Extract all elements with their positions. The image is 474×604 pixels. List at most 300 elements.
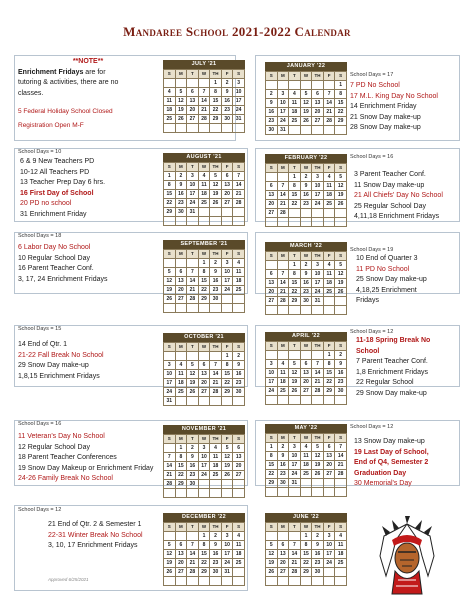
day-cell: [323, 297, 335, 306]
day-cell: 9: [266, 99, 278, 108]
day-cell: 17: [221, 550, 233, 559]
day-cell: 28: [289, 568, 301, 577]
day-cell: [323, 218, 335, 227]
day-cell: 13: [233, 453, 245, 462]
day-cell: [289, 488, 301, 497]
day-cell: 13: [175, 550, 187, 559]
day-cell: 8: [289, 270, 301, 279]
day-cell: [266, 532, 278, 541]
event-item: 7 PD No School: [350, 82, 400, 89]
weekday-header: F: [221, 343, 233, 352]
day-cell: [289, 306, 301, 315]
day-cell: 12: [210, 181, 222, 190]
day-cell: 30: [210, 568, 222, 577]
weekday-header: TH: [210, 523, 222, 532]
day-cell: 3: [187, 172, 199, 181]
day-cell: 9: [187, 453, 199, 462]
day-cell: 5: [289, 360, 301, 369]
weekday-header: S: [335, 342, 347, 351]
day-cell: 19: [335, 279, 347, 288]
event-item: Graduation Day: [354, 469, 407, 477]
day-cell: 17: [289, 461, 301, 470]
day-cell: 20: [277, 559, 289, 568]
day-cell: 13: [221, 181, 233, 190]
day-cell: 13: [187, 97, 199, 106]
day-cell: 1: [323, 351, 335, 360]
day-cell: [277, 351, 289, 360]
day-cell: 25: [335, 559, 347, 568]
day-cell: [210, 217, 222, 226]
day-cell: [312, 351, 324, 360]
day-cell: 24: [221, 286, 233, 295]
day-cell: 15: [289, 191, 301, 200]
day-cell: [175, 489, 187, 498]
day-cell: 27: [312, 117, 324, 126]
day-cell: [335, 218, 347, 227]
day-cell: 3: [221, 532, 233, 541]
note-line5: Registration Open M-F: [18, 121, 84, 129]
day-cell: 28: [198, 115, 210, 124]
day-cell: [198, 480, 210, 489]
day-cell: [221, 217, 233, 226]
day-cell: [233, 124, 245, 133]
day-cell: 7: [164, 453, 176, 462]
day-cell: [233, 489, 245, 498]
weekday-header: S: [335, 523, 347, 532]
note-line3: classes.: [18, 89, 44, 97]
day-cell: 27: [187, 115, 199, 124]
day-cell: 11: [277, 369, 289, 378]
day-cell: [198, 352, 210, 361]
day-cell: 4: [277, 360, 289, 369]
event-item: 21 End of Qtr. 2 & Semester 1: [48, 521, 142, 528]
day-cell: [312, 306, 324, 315]
day-cell: [221, 124, 233, 133]
day-cell: 29: [300, 568, 312, 577]
day-cell: 4: [175, 361, 187, 370]
day-cell: 31: [164, 397, 176, 406]
event-item: 11-18 Spring Break No: [356, 337, 431, 344]
day-cell: 15: [210, 97, 222, 106]
day-cell: 20: [266, 200, 278, 209]
aug-events: [20, 157, 105, 220]
day-cell: 2: [233, 352, 245, 361]
day-cell: 18: [210, 462, 222, 471]
mar-events: [356, 254, 427, 307]
day-cell: 31: [233, 115, 245, 124]
day-cell: [300, 306, 312, 315]
day-cell: [175, 124, 187, 133]
day-cell: 23: [277, 470, 289, 479]
day-cell: 30: [300, 297, 312, 306]
event-item: 25 Snow Day make-up: [356, 276, 427, 283]
weekday-header: M: [175, 435, 187, 444]
day-cell: 28: [323, 117, 335, 126]
day-cell: 30: [175, 208, 187, 217]
day-cell: 20: [175, 559, 187, 568]
day-cell: 26: [335, 288, 347, 297]
day-cell: 23: [233, 379, 245, 388]
day-cell: [187, 352, 199, 361]
weekday-header: F: [221, 70, 233, 79]
cal-dec: [163, 513, 245, 586]
day-cell: 3: [312, 261, 324, 270]
weekday-header: TH: [210, 163, 222, 172]
day-cell: 4: [323, 261, 335, 270]
cal-mar: [265, 242, 347, 315]
day-cell: 26: [335, 200, 347, 209]
day-cell: 16: [300, 279, 312, 288]
day-cell: 31: [277, 126, 289, 135]
weekday-header: TH: [312, 434, 324, 443]
day-cell: 1: [289, 173, 301, 182]
day-cell: 11: [233, 541, 245, 550]
day-cell: 25: [233, 286, 245, 295]
day-cell: 7: [233, 172, 245, 181]
day-cell: 17: [198, 462, 210, 471]
sep-days: School Days = 18: [18, 233, 62, 239]
event-item: 1,8 Enrichment Fridays: [356, 368, 428, 376]
weekday-header: M: [277, 164, 289, 173]
day-cell: 20: [266, 288, 278, 297]
day-cell: 10: [233, 88, 245, 97]
day-cell: [233, 295, 245, 304]
day-cell: 10: [277, 99, 289, 108]
day-cell: 2: [300, 261, 312, 270]
day-cell: 22: [335, 108, 347, 117]
day-cell: 8: [221, 361, 233, 370]
chief-logo: [372, 516, 442, 598]
day-cell: [312, 126, 324, 135]
day-cell: 22: [210, 106, 222, 115]
day-cell: [289, 351, 301, 360]
day-cell: 25: [233, 559, 245, 568]
weekday-header: F: [323, 72, 335, 81]
day-cell: 15: [323, 369, 335, 378]
day-cell: [233, 217, 245, 226]
day-cell: 6: [312, 90, 324, 99]
day-cell: 25: [198, 199, 210, 208]
day-cell: 4: [233, 532, 245, 541]
day-cell: 22: [164, 199, 176, 208]
day-cell: 27: [198, 388, 210, 397]
day-cell: 12: [289, 369, 301, 378]
weekday-header: S: [164, 250, 176, 259]
day-cell: 9: [233, 361, 245, 370]
day-cell: [175, 397, 187, 406]
day-cell: 25: [164, 115, 176, 124]
weekday-header: F: [221, 435, 233, 444]
day-cell: 17: [233, 97, 245, 106]
day-cell: [210, 208, 222, 217]
weekday-header: M: [175, 523, 187, 532]
day-cell: 24: [221, 559, 233, 568]
day-cell: 29: [289, 297, 301, 306]
day-cell: 2: [266, 90, 278, 99]
day-cell: [175, 352, 187, 361]
day-cell: 9: [335, 360, 347, 369]
day-cell: 28: [233, 199, 245, 208]
day-cell: 25: [323, 288, 335, 297]
weekday-header: M: [277, 252, 289, 261]
day-cell: 1: [300, 532, 312, 541]
day-cell: 13: [266, 279, 278, 288]
day-cell: 18: [289, 108, 301, 117]
day-cell: 21: [164, 471, 176, 480]
month-header: FEBRUARY '22: [265, 154, 347, 163]
day-cell: 20: [221, 190, 233, 199]
day-cell: 23: [210, 286, 222, 295]
day-cell: [312, 488, 324, 497]
event-item: 10 End of Quarter 3: [356, 255, 418, 262]
day-cell: 25: [175, 388, 187, 397]
day-cell: 30: [312, 568, 324, 577]
day-cell: 11: [164, 97, 176, 106]
day-cell: 9: [300, 270, 312, 279]
day-cell: 15: [266, 461, 278, 470]
day-cell: 7: [198, 88, 210, 97]
day-cell: 26: [175, 115, 187, 124]
day-cell: [187, 304, 199, 313]
apr-days: School Days = 12: [350, 329, 394, 335]
event-item: 3 Parent Teacher Conf.: [354, 171, 426, 178]
event-item: 24-26 Family Break No School: [18, 475, 113, 482]
weekday-header: W: [300, 434, 312, 443]
day-cell: 4: [164, 88, 176, 97]
day-cell: 23: [335, 378, 347, 387]
day-cell: 11: [198, 181, 210, 190]
day-cell: [312, 577, 324, 586]
day-cell: 22: [266, 470, 278, 479]
day-cell: [323, 568, 335, 577]
day-cell: 3: [277, 90, 289, 99]
day-cell: 28: [187, 295, 199, 304]
day-cell: 17: [277, 108, 289, 117]
day-cell: 15: [164, 190, 176, 199]
day-cell: [277, 532, 289, 541]
cal-oct: [163, 333, 245, 406]
day-cell: 21: [187, 559, 199, 568]
day-cell: 3: [312, 173, 324, 182]
day-cell: 12: [164, 550, 176, 559]
day-cell: [210, 304, 222, 313]
weekday-header: TH: [312, 164, 324, 173]
event-item: 11 Snow Day make-up: [354, 181, 425, 189]
day-cell: [187, 489, 199, 498]
weekday-header: W: [198, 70, 210, 79]
day-cell: 16: [277, 461, 289, 470]
event-item: 17 M.L. King Day No School: [350, 92, 438, 100]
day-cell: [277, 306, 289, 315]
weekday-header: S: [266, 434, 278, 443]
day-cell: 15: [175, 462, 187, 471]
day-cell: 29: [323, 387, 335, 396]
day-cell: 13: [277, 550, 289, 559]
day-cell: 20: [323, 461, 335, 470]
day-cell: 2: [312, 532, 324, 541]
day-cell: [221, 480, 233, 489]
event-item: 6 & 9 New Teachers PD: [20, 158, 95, 165]
day-cell: 22: [198, 559, 210, 568]
day-cell: 18: [198, 190, 210, 199]
day-cell: [335, 577, 347, 586]
day-cell: [312, 218, 324, 227]
weekday-header: T: [289, 164, 301, 173]
day-cell: [198, 304, 210, 313]
cal-aug: [163, 153, 245, 226]
day-cell: 13: [323, 452, 335, 461]
day-cell: 18: [300, 461, 312, 470]
day-cell: [300, 479, 312, 488]
day-cell: 20: [233, 462, 245, 471]
day-cell: [266, 577, 278, 586]
day-cell: 18: [233, 550, 245, 559]
day-cell: 11: [300, 452, 312, 461]
event-item: 31 Enrichment Friday: [20, 210, 87, 218]
weekday-header: T: [187, 70, 199, 79]
day-cell: [266, 173, 278, 182]
day-cell: 10: [187, 181, 199, 190]
weekday-header: M: [277, 434, 289, 443]
day-cell: 9: [210, 541, 222, 550]
weekday-header: W: [198, 163, 210, 172]
chief-headdress-icon: [372, 516, 442, 598]
day-cell: 30: [221, 115, 233, 124]
weekday-header: S: [164, 343, 176, 352]
day-cell: 13: [312, 99, 324, 108]
month-header: SEPTEMBER '21: [163, 240, 245, 249]
weekday-header: W: [300, 342, 312, 351]
day-cell: 27: [323, 470, 335, 479]
month-header: JULY '21: [163, 60, 245, 69]
day-cell: 15: [198, 277, 210, 286]
day-cell: 12: [312, 452, 324, 461]
day-cell: 9: [277, 452, 289, 461]
day-cell: [335, 396, 347, 405]
day-cell: 14: [210, 370, 222, 379]
weekday-header: F: [323, 164, 335, 173]
day-cell: 26: [164, 295, 176, 304]
day-cell: [233, 568, 245, 577]
weekday-header: W: [300, 164, 312, 173]
day-cell: 23: [312, 559, 324, 568]
weekday-header: T: [187, 250, 199, 259]
weekday-header: W: [300, 523, 312, 532]
weekday-header: M: [175, 250, 187, 259]
day-cell: 14: [312, 369, 324, 378]
day-cell: 25: [323, 200, 335, 209]
cal-feb: [265, 154, 347, 227]
event-item: School: [356, 347, 380, 355]
weekday-header: TH: [210, 343, 222, 352]
day-cell: [164, 124, 176, 133]
day-cell: 1: [198, 532, 210, 541]
day-cell: 23: [266, 117, 278, 126]
day-cell: 14: [335, 452, 347, 461]
day-cell: 1: [266, 443, 278, 452]
day-cell: 24: [266, 387, 278, 396]
day-cell: [198, 79, 210, 88]
day-cell: 20: [175, 286, 187, 295]
day-cell: 18: [175, 379, 187, 388]
day-cell: 19: [312, 461, 324, 470]
day-cell: [210, 480, 222, 489]
event-item: 13 Teacher Prep Day 6 hrs.: [20, 179, 106, 186]
day-cell: 27: [277, 568, 289, 577]
day-cell: 23: [187, 471, 199, 480]
day-cell: 17: [187, 190, 199, 199]
weekday-header: TH: [210, 435, 222, 444]
day-cell: 31: [187, 208, 199, 217]
day-cell: [164, 532, 176, 541]
weekday-header: F: [323, 523, 335, 532]
day-cell: [233, 304, 245, 313]
cal-apr: [265, 332, 347, 405]
day-cell: 26: [221, 471, 233, 480]
day-cell: [323, 81, 335, 90]
day-cell: 6: [221, 172, 233, 181]
day-cell: 5: [221, 444, 233, 453]
day-cell: [175, 217, 187, 226]
day-cell: 30: [335, 387, 347, 396]
day-cell: 11: [175, 370, 187, 379]
weekday-header: T: [187, 163, 199, 172]
event-item: End of Q4, Semester 2: [354, 459, 429, 466]
day-cell: 28: [277, 297, 289, 306]
day-cell: 16: [312, 550, 324, 559]
weekday-header: S: [335, 434, 347, 443]
day-cell: [221, 397, 233, 406]
weekday-header: M: [277, 342, 289, 351]
event-item: 20 PD no school: [20, 200, 72, 207]
day-cell: 26: [210, 199, 222, 208]
weekday-header: F: [221, 523, 233, 532]
weekday-header: S: [266, 72, 278, 81]
day-cell: 23: [300, 200, 312, 209]
day-cell: 26: [312, 470, 324, 479]
day-cell: 27: [266, 297, 278, 306]
day-cell: 15: [300, 550, 312, 559]
weekday-header: T: [187, 343, 199, 352]
day-cell: [198, 208, 210, 217]
event-item: 3, 10, 17 Enrichment Fridays: [48, 542, 138, 549]
day-cell: [289, 218, 301, 227]
day-cell: 2: [210, 259, 222, 268]
day-cell: 7: [277, 182, 289, 191]
approved-note: Approved 6/25/2021: [48, 577, 89, 582]
day-cell: [210, 397, 222, 406]
weekday-header: T: [289, 523, 301, 532]
event-item: 16 Parent Teacher Conf.: [18, 265, 94, 272]
day-cell: 8: [175, 453, 187, 462]
weekday-header: S: [233, 523, 245, 532]
day-cell: 1: [198, 259, 210, 268]
nov-days: School Days = 16: [18, 421, 62, 427]
day-cell: 28: [312, 387, 324, 396]
day-cell: [323, 209, 335, 218]
day-cell: 17: [221, 277, 233, 286]
event-item: 13 Snow Day make-up: [354, 438, 425, 445]
day-cell: 16: [210, 277, 222, 286]
day-cell: 22: [198, 286, 210, 295]
day-cell: 17: [266, 378, 278, 387]
day-cell: 11: [289, 99, 301, 108]
day-cell: 16: [221, 97, 233, 106]
day-cell: 29: [335, 117, 347, 126]
day-cell: 27: [266, 209, 278, 218]
day-cell: 8: [198, 268, 210, 277]
day-cell: [289, 396, 301, 405]
